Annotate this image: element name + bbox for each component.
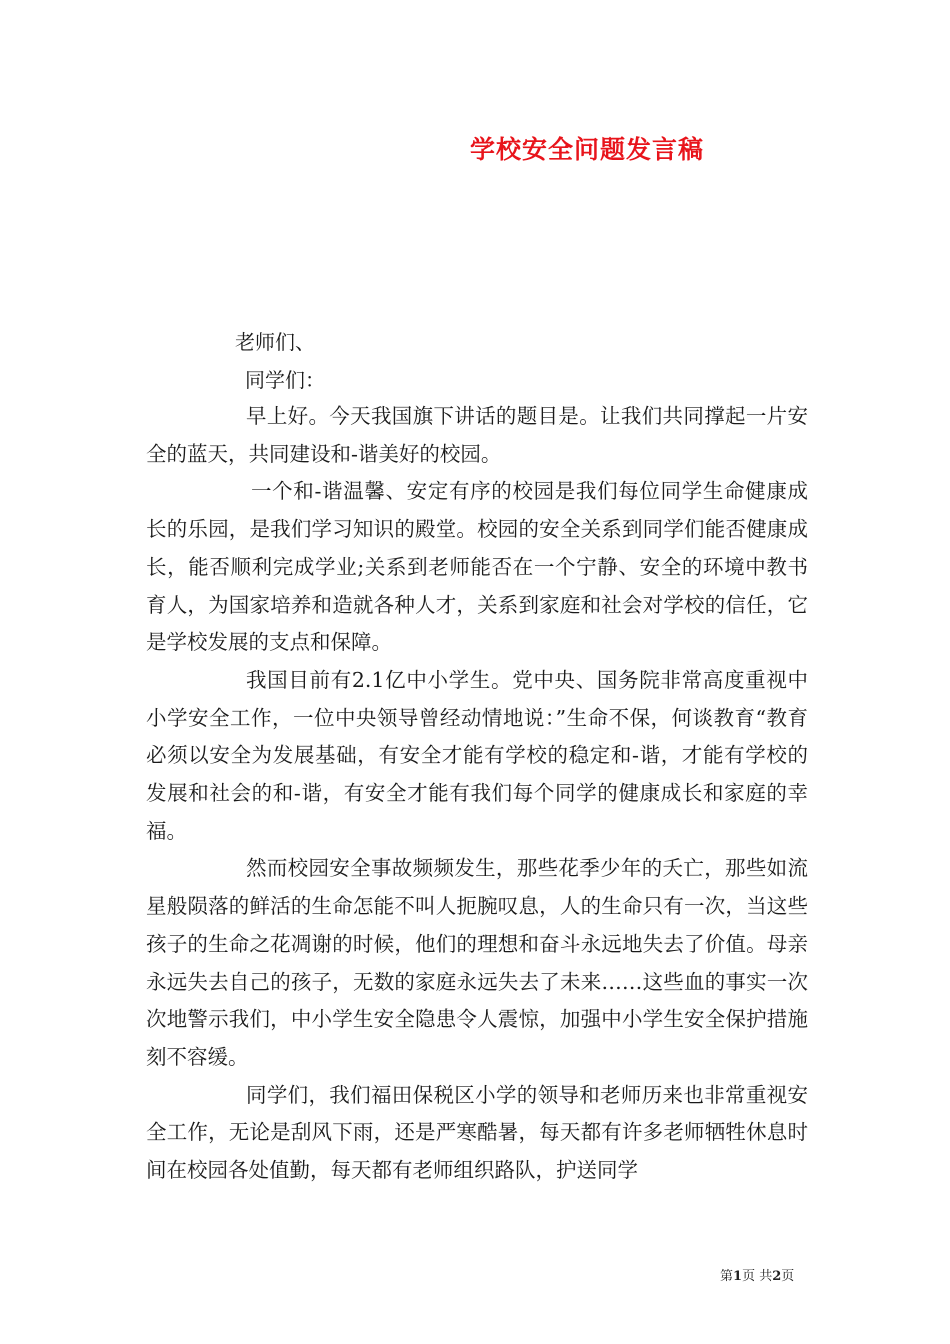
salutation-students: 同学们： bbox=[245, 368, 325, 392]
footer-suffix: 页 bbox=[781, 1269, 795, 1284]
paragraph-campus: 一个和-谐温馨、安定有序的校园是我们每位同学生命健康成长的乐园，是我们学习知识的殿堂。校园的安全关系到同学们能否健康成长，能否顺利完成学业;关系到老师能否在一个宁静、安全的环境中教书育人，为国家培养和造就各种人才，关系到家庭和社会对学校的信任，它是学校发展的支点和保障。 bbox=[146, 479, 808, 655]
paragraph-national: 我国目前有2.1亿中小学生。党中央、国务院非常高度重视中小学安全工作，一位中央领导曾经动情地说：”生命不保，何谈教育“教育必须以安全为发展基础，有安全才能有学校的稳定和-谐，才能有学校的发展和社会的和-谐，有安全才能有我们每个同学的健康成长和家庭的幸福。 bbox=[146, 667, 808, 843]
document-body bbox=[146, 398, 808, 1190]
paragraph-accidents: 然而校园安全事故频频发生，那些花季少年的夭亡，那些如流星般陨落的鲜活的生命怎能不叫人扼腕叹息，人的生命只有一次，当这些孩子的生命之花凋谢的时候，他们的理想和奋斗永远地失去了价值。母亲永远失去自己的孩子，无数的家庭永远失去了未来……这些血的事实一次次地警示我们，中小学生安全隐患令人震惊，加强中小学生安全保护措施刻不容缓。 bbox=[146, 856, 808, 1069]
footer-middle: 页 共 bbox=[742, 1269, 773, 1284]
footer-current-page: 1 bbox=[733, 1269, 743, 1284]
paragraph-greeting: 早上好。今天我国旗下讲话的题目是。让我们共同撑起一片安全的蓝天，共同建设和-谐美好的校园。 bbox=[146, 404, 808, 466]
footer-prefix: 第 bbox=[720, 1269, 734, 1284]
paragraph-school-efforts: 同学们，我们福田保税区小学的领导和老师历来也非常重视安全工作，无论是刮风下雨，还是严寒酷暑，每天都有许多老师牺牲休息时间在校园各处值勤，每天都有老师组织路队，护送同学 bbox=[146, 1082, 808, 1183]
document-title: 学校安全问题发言稿 bbox=[470, 135, 705, 164]
page-footer bbox=[0, 1268, 950, 1286]
footer-total-pages: 2 bbox=[772, 1269, 782, 1284]
salutation-teachers: 老师们、 bbox=[235, 330, 315, 354]
